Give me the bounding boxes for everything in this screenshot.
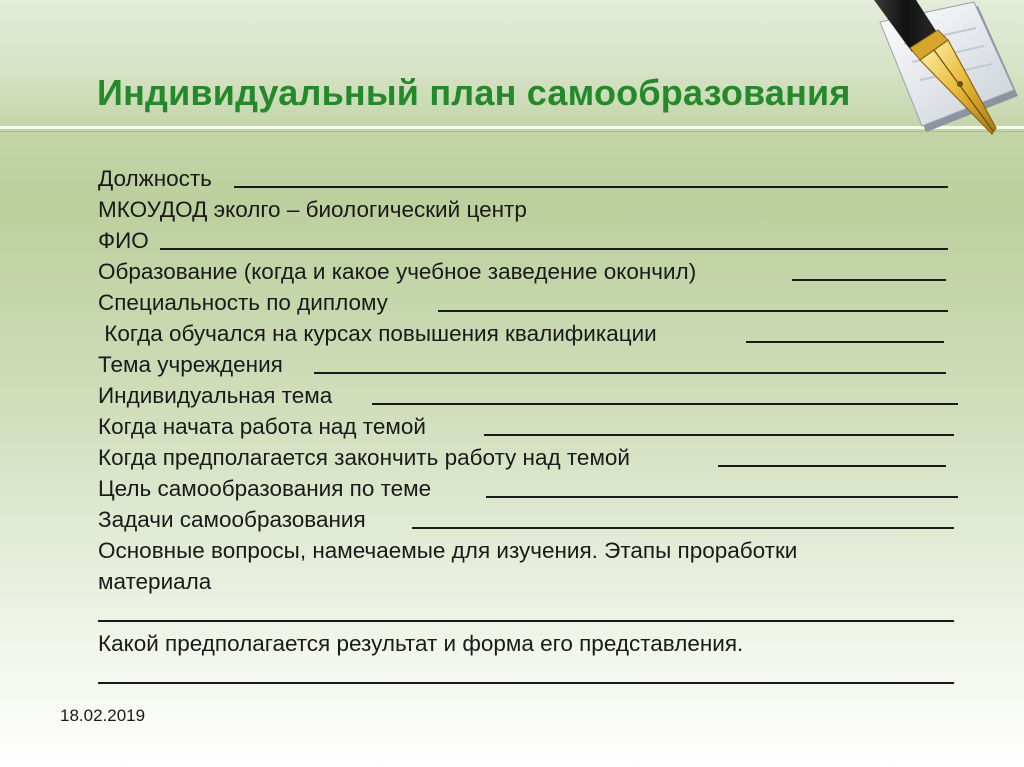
field-label: Специальность по диплому — [98, 290, 388, 315]
self-education-form — [98, 163, 968, 690]
fill-in-line[interactable] — [98, 682, 954, 684]
form-row-position — [98, 163, 968, 194]
fountain-pen-icon — [860, 0, 1024, 160]
field-label: Какой предполагается результат и форма его представления. — [98, 631, 744, 656]
form-row-courses — [98, 318, 968, 349]
form-row-result — [98, 628, 968, 659]
form-row-goal — [98, 473, 968, 504]
form-row-institution-topic — [98, 349, 968, 380]
fill-in-line[interactable] — [484, 434, 954, 436]
form-row-start-date — [98, 411, 968, 442]
slide-title: Индивидуальный план самообразования — [97, 72, 851, 113]
field-label: МКОУДОД эколго – биологический центр — [98, 197, 527, 222]
form-row-blank — [98, 597, 968, 628]
field-label: Тема учреждения — [98, 352, 283, 377]
form-row-main-questions — [98, 535, 968, 566]
fill-in-line[interactable] — [412, 527, 954, 529]
field-label: ФИО — [98, 228, 149, 253]
field-label: Когда предполагается закончить работу над темой — [98, 445, 630, 470]
form-row-organization — [98, 194, 968, 225]
form-row-individual-topic — [98, 380, 968, 411]
field-label: Образование (когда и какое учебное заведение окончил) — [98, 259, 697, 284]
fill-in-line[interactable] — [314, 372, 946, 374]
form-row-specialty — [98, 287, 968, 318]
fill-in-line[interactable] — [792, 279, 946, 281]
fill-in-line[interactable] — [98, 620, 954, 622]
fill-in-line[interactable] — [438, 310, 948, 312]
form-row-blank — [98, 659, 968, 690]
fill-in-line[interactable] — [746, 341, 944, 343]
fill-in-line[interactable] — [160, 248, 948, 250]
form-row-education — [98, 256, 968, 287]
fill-in-line[interactable] — [718, 465, 946, 467]
field-label: Должность — [98, 166, 212, 191]
field-label: Основные вопросы, намечаемые для изучения. Этапы проработки — [98, 538, 798, 563]
form-row-material — [98, 566, 968, 597]
field-label: Когда начата работа над темой — [98, 414, 426, 439]
slide-date: 18.02.2019 — [60, 706, 146, 725]
form-row-end-date — [98, 442, 968, 473]
field-label: Задачи самообразования — [98, 507, 366, 532]
field-label: Индивидуальная тема — [98, 383, 333, 408]
form-row-tasks — [98, 504, 968, 535]
fill-in-line[interactable] — [234, 186, 948, 188]
field-label: Когда обучался на курсах повышения квалификации — [98, 321, 657, 346]
fill-in-line[interactable] — [372, 403, 958, 405]
field-label: материала — [98, 569, 212, 594]
fill-in-line[interactable] — [486, 496, 958, 498]
form-row-full-name — [98, 225, 968, 256]
field-label: Цель самообразования по теме — [98, 476, 432, 501]
